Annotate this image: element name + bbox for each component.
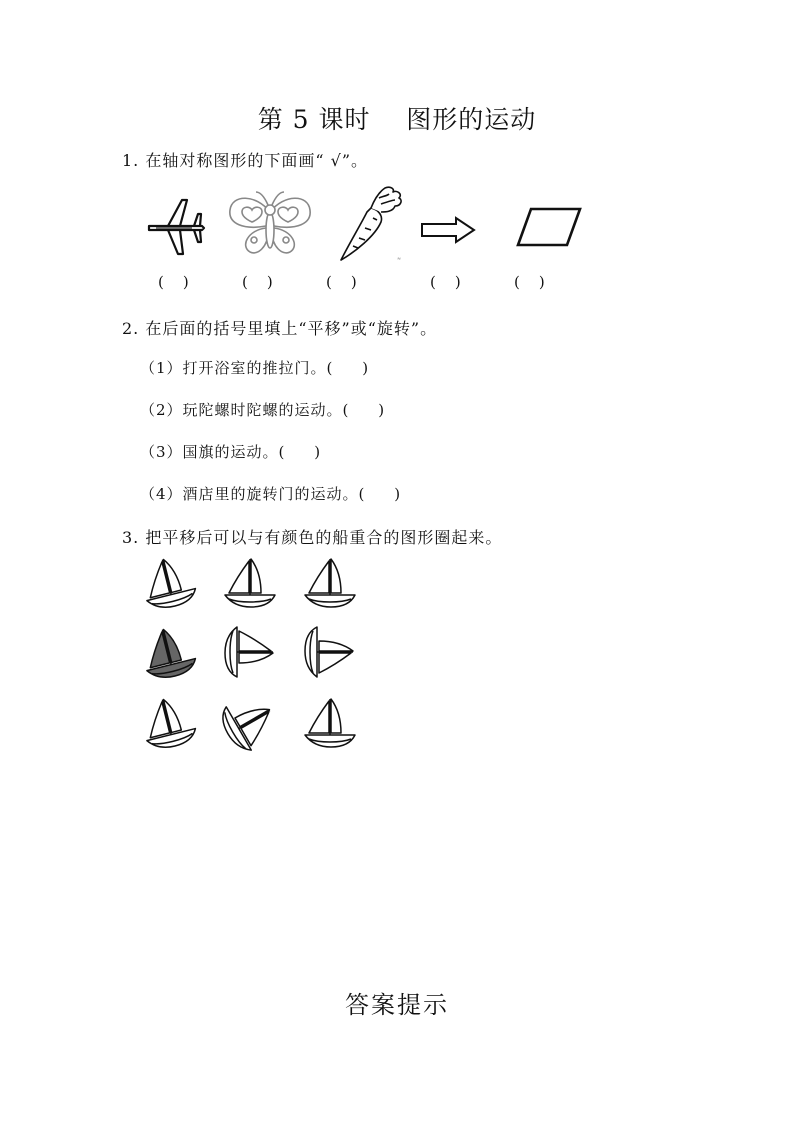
sailboat-icon-colored[interactable] [138,624,198,683]
sailboat-icon[interactable] [225,559,275,607]
svg-text:≈: ≈ [397,256,402,262]
sailboat-icon[interactable] [138,694,198,752]
sailboat-icon[interactable] [305,699,355,747]
q2-item-2[interactable]: （2）玩陀螺时陀螺的运动。( ) [140,401,386,419]
answer-blank-4[interactable]: ( ) [430,273,461,291]
answer-section-title: 答案提示 [345,991,449,1019]
sailboat-icon[interactable] [216,689,283,752]
sailboat-icon[interactable] [305,559,355,607]
sailboat-icon[interactable] [138,554,198,613]
airplane-icon [146,196,206,258]
butterfly-icon [226,190,314,260]
sailboat-icon[interactable] [305,627,353,677]
arrow-icon [420,216,476,244]
page-title: 第 5 课时 图形的运动 [257,105,537,134]
sailboat-grid [138,552,368,752]
answer-blank-3[interactable]: ( ) [326,273,357,291]
sailboat-icon[interactable] [225,627,273,677]
answer-blank-1[interactable]: ( ) [158,273,189,291]
answer-blank-2[interactable]: ( ) [242,273,273,291]
question-2: 2. 在后面的括号里填上“平移”或“旋转”。 [122,319,438,338]
q2-item-4[interactable]: （4）酒店里的旋转门的运动。( ) [140,485,402,503]
carrot-icon [335,184,405,262]
q2-item-1[interactable]: （1）打开浴室的推拉门。( ) [140,359,370,377]
question-3: 3. 把平移后可以与有颜色的船重合的图形圈起来。 [122,528,503,547]
question-1: 1. 在轴对称图形的下面画“ √”。 [122,151,368,170]
q2-item-3[interactable]: （3）国旗的运动。( ) [140,443,322,461]
answer-blank-5[interactable]: ( ) [514,273,545,291]
parallelogram-icon [514,206,584,248]
